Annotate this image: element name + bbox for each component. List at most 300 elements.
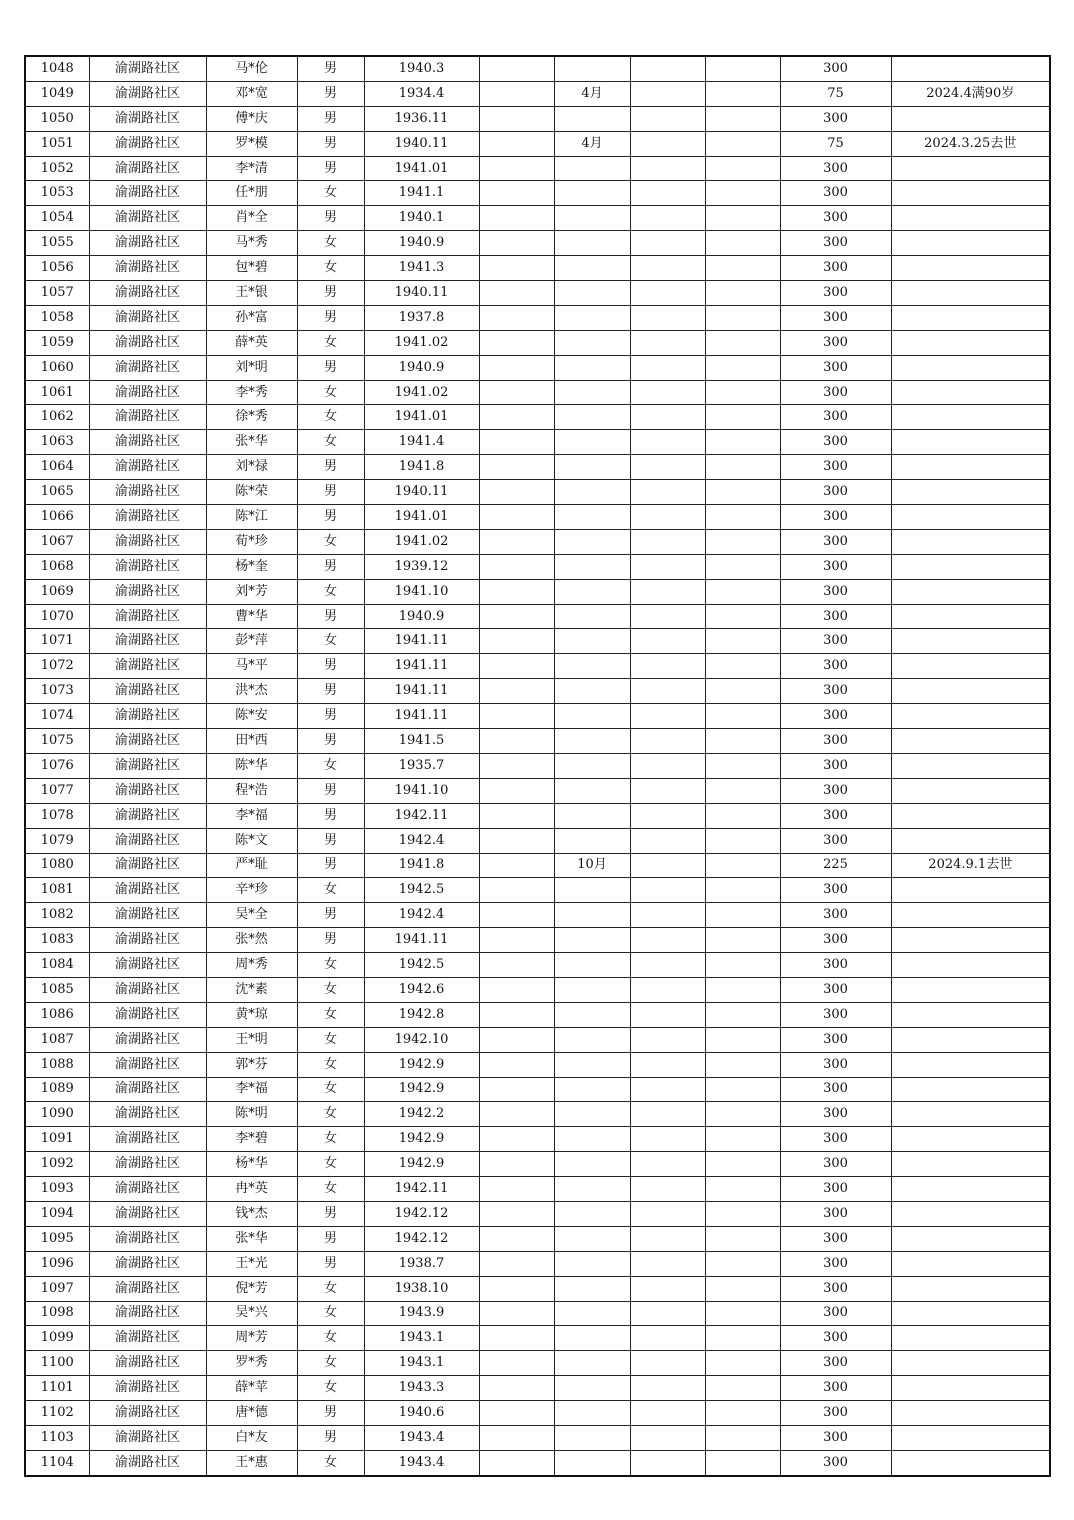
table-row xyxy=(25,953,1050,978)
table-row xyxy=(25,704,1050,729)
table-row xyxy=(25,853,1050,878)
blank-col-6-cell xyxy=(479,803,554,828)
table-row xyxy=(25,928,1050,953)
blank-col-9-cell xyxy=(705,1425,780,1450)
amount-cell: 300 xyxy=(780,305,891,330)
blank-col-8-cell xyxy=(630,1376,705,1401)
gender-cell: 男 xyxy=(297,1201,364,1226)
blank-col-6-cell xyxy=(479,1351,554,1376)
amount-cell: 300 xyxy=(780,778,891,803)
name-cell: 李*碧 xyxy=(206,1127,297,1152)
community-cell: 渝湖路社区 xyxy=(89,853,206,878)
serial-number-cell: 1070 xyxy=(25,604,89,629)
remark-cell xyxy=(891,1152,1050,1177)
blank-col-6-cell xyxy=(479,131,554,156)
serial-number-cell: 1085 xyxy=(25,977,89,1002)
birth-date-cell: 1941.02 xyxy=(364,330,479,355)
blank-col-8-cell xyxy=(630,1052,705,1077)
birth-date-cell: 1935.7 xyxy=(364,753,479,778)
serial-number-cell: 1080 xyxy=(25,853,89,878)
month-cell xyxy=(554,753,630,778)
table-row xyxy=(25,1326,1050,1351)
birth-date-cell: 1941.01 xyxy=(364,505,479,530)
gender-cell: 男 xyxy=(297,654,364,679)
remark-cell xyxy=(891,480,1050,505)
remark-cell xyxy=(891,156,1050,181)
serial-number-cell: 1052 xyxy=(25,156,89,181)
gender-cell: 女 xyxy=(297,953,364,978)
gender-cell: 女 xyxy=(297,1276,364,1301)
blank-col-8-cell xyxy=(630,928,705,953)
blank-col-6-cell xyxy=(479,1201,554,1226)
month-cell xyxy=(554,1251,630,1276)
table-row xyxy=(25,156,1050,181)
birth-date-cell: 1941.10 xyxy=(364,778,479,803)
blank-col-9-cell xyxy=(705,1401,780,1426)
blank-col-6-cell xyxy=(479,505,554,530)
serial-number-cell: 1083 xyxy=(25,928,89,953)
table-row xyxy=(25,81,1050,106)
blank-col-6-cell xyxy=(479,1276,554,1301)
community-cell: 渝湖路社区 xyxy=(89,1351,206,1376)
community-cell: 渝湖路社区 xyxy=(89,81,206,106)
remark-cell xyxy=(891,1351,1050,1376)
month-cell xyxy=(554,1077,630,1102)
name-cell: 杨*华 xyxy=(206,1152,297,1177)
month-cell xyxy=(554,604,630,629)
blank-col-6-cell xyxy=(479,1052,554,1077)
serial-number-cell: 1089 xyxy=(25,1077,89,1102)
name-cell: 李*秀 xyxy=(206,380,297,405)
community-cell: 渝湖路社区 xyxy=(89,256,206,281)
community-cell: 渝湖路社区 xyxy=(89,305,206,330)
blank-col-8-cell xyxy=(630,953,705,978)
community-cell: 渝湖路社区 xyxy=(89,928,206,953)
blank-col-8-cell xyxy=(630,81,705,106)
serial-number-cell: 1079 xyxy=(25,828,89,853)
remark-cell xyxy=(891,1326,1050,1351)
blank-col-6-cell xyxy=(479,903,554,928)
gender-cell: 女 xyxy=(297,380,364,405)
remark-cell xyxy=(891,56,1050,81)
gender-cell: 女 xyxy=(297,1351,364,1376)
blank-col-8-cell xyxy=(630,1276,705,1301)
gender-cell: 女 xyxy=(297,629,364,654)
blank-col-8-cell xyxy=(630,455,705,480)
serial-number-cell: 1094 xyxy=(25,1201,89,1226)
table-row xyxy=(25,529,1050,554)
blank-col-8-cell xyxy=(630,1002,705,1027)
amount-cell: 300 xyxy=(780,56,891,81)
remark-cell xyxy=(891,1450,1050,1475)
amount-cell: 300 xyxy=(780,1077,891,1102)
community-cell: 渝湖路社区 xyxy=(89,1077,206,1102)
month-cell xyxy=(554,380,630,405)
serial-number-cell: 1093 xyxy=(25,1177,89,1202)
gender-cell: 女 xyxy=(297,1127,364,1152)
name-cell: 任*朋 xyxy=(206,181,297,206)
gender-cell: 男 xyxy=(297,505,364,530)
gender-cell: 女 xyxy=(297,231,364,256)
blank-col-9-cell xyxy=(705,853,780,878)
remark-cell xyxy=(891,679,1050,704)
community-cell: 渝湖路社区 xyxy=(89,654,206,679)
serial-number-cell: 1069 xyxy=(25,579,89,604)
gender-cell: 男 xyxy=(297,679,364,704)
blank-col-6-cell xyxy=(479,156,554,181)
community-cell: 渝湖路社区 xyxy=(89,181,206,206)
month-cell xyxy=(554,1376,630,1401)
table-row xyxy=(25,554,1050,579)
birth-date-cell: 1941.11 xyxy=(364,654,479,679)
month-cell xyxy=(554,1052,630,1077)
blank-col-6-cell xyxy=(479,1077,554,1102)
gender-cell: 女 xyxy=(297,1326,364,1351)
blank-col-8-cell xyxy=(630,480,705,505)
birth-date-cell: 1940.9 xyxy=(364,355,479,380)
blank-col-8-cell xyxy=(630,181,705,206)
amount-cell: 225 xyxy=(780,853,891,878)
name-cell: 白*友 xyxy=(206,1425,297,1450)
blank-col-8-cell xyxy=(630,56,705,81)
birth-date-cell: 1938.10 xyxy=(364,1276,479,1301)
blank-col-8-cell xyxy=(630,206,705,231)
table-row xyxy=(25,1376,1050,1401)
blank-col-6-cell xyxy=(479,330,554,355)
table-row xyxy=(25,1201,1050,1226)
community-cell: 渝湖路社区 xyxy=(89,828,206,853)
blank-col-9-cell xyxy=(705,1351,780,1376)
name-cell: 傅*庆 xyxy=(206,106,297,131)
blank-col-8-cell xyxy=(630,803,705,828)
blank-col-9-cell xyxy=(705,554,780,579)
amount-cell: 300 xyxy=(780,256,891,281)
community-cell: 渝湖路社区 xyxy=(89,1401,206,1426)
blank-col-9-cell xyxy=(705,629,780,654)
blank-col-8-cell xyxy=(630,1102,705,1127)
community-cell: 渝湖路社区 xyxy=(89,679,206,704)
blank-col-9-cell xyxy=(705,828,780,853)
amount-cell: 300 xyxy=(780,1276,891,1301)
month-cell xyxy=(554,729,630,754)
blank-col-8-cell xyxy=(630,977,705,1002)
blank-col-6-cell xyxy=(479,231,554,256)
table-row xyxy=(25,505,1050,530)
blank-col-8-cell xyxy=(630,231,705,256)
gender-cell: 女 xyxy=(297,878,364,903)
birth-date-cell: 1940.6 xyxy=(364,1401,479,1426)
birth-date-cell: 1938.7 xyxy=(364,1251,479,1276)
serial-number-cell: 1086 xyxy=(25,1002,89,1027)
blank-col-8-cell xyxy=(630,629,705,654)
birth-date-cell: 1940.3 xyxy=(364,56,479,81)
gender-cell: 女 xyxy=(297,330,364,355)
table-row xyxy=(25,1351,1050,1376)
gender-cell: 男 xyxy=(297,853,364,878)
serial-number-cell: 1050 xyxy=(25,106,89,131)
gender-cell: 女 xyxy=(297,1102,364,1127)
community-cell: 渝湖路社区 xyxy=(89,56,206,81)
community-cell: 渝湖路社区 xyxy=(89,505,206,530)
name-cell: 程*浩 xyxy=(206,778,297,803)
blank-col-6-cell xyxy=(479,206,554,231)
community-cell: 渝湖路社区 xyxy=(89,1027,206,1052)
blank-col-9-cell xyxy=(705,654,780,679)
blank-col-6-cell xyxy=(479,729,554,754)
amount-cell: 300 xyxy=(780,828,891,853)
amount-cell: 300 xyxy=(780,953,891,978)
gender-cell: 男 xyxy=(297,455,364,480)
blank-col-8-cell xyxy=(630,505,705,530)
name-cell: 陈*华 xyxy=(206,753,297,778)
remark-cell xyxy=(891,803,1050,828)
blank-col-9-cell xyxy=(705,56,780,81)
table-row xyxy=(25,131,1050,156)
blank-col-6-cell xyxy=(479,181,554,206)
blank-col-6-cell xyxy=(479,953,554,978)
remark-cell xyxy=(891,181,1050,206)
serial-number-cell: 1082 xyxy=(25,903,89,928)
blank-col-6-cell xyxy=(479,654,554,679)
month-cell xyxy=(554,828,630,853)
community-cell: 渝湖路社区 xyxy=(89,729,206,754)
table-row xyxy=(25,579,1050,604)
birth-date-cell: 1942.9 xyxy=(364,1052,479,1077)
birth-date-cell: 1941.10 xyxy=(364,579,479,604)
blank-col-9-cell xyxy=(705,1376,780,1401)
amount-cell: 75 xyxy=(780,81,891,106)
birth-date-cell: 1940.1 xyxy=(364,206,479,231)
gender-cell: 男 xyxy=(297,81,364,106)
name-cell: 刘*禄 xyxy=(206,455,297,480)
community-cell: 渝湖路社区 xyxy=(89,1052,206,1077)
month-cell xyxy=(554,1326,630,1351)
blank-col-6-cell xyxy=(479,928,554,953)
blank-col-9-cell xyxy=(705,131,780,156)
serial-number-cell: 1091 xyxy=(25,1127,89,1152)
gender-cell: 男 xyxy=(297,106,364,131)
remark-cell xyxy=(891,977,1050,1002)
table-row xyxy=(25,1276,1050,1301)
blank-col-6-cell xyxy=(479,704,554,729)
birth-date-cell: 1940.9 xyxy=(364,604,479,629)
table-row xyxy=(25,256,1050,281)
birth-date-cell: 1940.11 xyxy=(364,131,479,156)
serial-number-cell: 1101 xyxy=(25,1376,89,1401)
month-cell xyxy=(554,1102,630,1127)
amount-cell: 300 xyxy=(780,330,891,355)
table-row xyxy=(25,380,1050,405)
month-cell xyxy=(554,355,630,380)
gender-cell: 男 xyxy=(297,131,364,156)
birth-date-cell: 1942.12 xyxy=(364,1226,479,1251)
blank-col-8-cell xyxy=(630,529,705,554)
serial-number-cell: 1071 xyxy=(25,629,89,654)
name-cell: 洪*杰 xyxy=(206,679,297,704)
serial-number-cell: 1049 xyxy=(25,81,89,106)
amount-cell: 300 xyxy=(780,106,891,131)
name-cell: 周*芳 xyxy=(206,1326,297,1351)
blank-col-9-cell xyxy=(705,405,780,430)
table-row xyxy=(25,1102,1050,1127)
blank-col-9-cell xyxy=(705,529,780,554)
blank-col-9-cell xyxy=(705,305,780,330)
blank-col-9-cell xyxy=(705,604,780,629)
month-cell xyxy=(554,256,630,281)
table-row xyxy=(25,878,1050,903)
amount-cell: 300 xyxy=(780,729,891,754)
blank-col-8-cell xyxy=(630,1251,705,1276)
blank-col-6-cell xyxy=(479,256,554,281)
blank-col-8-cell xyxy=(630,1077,705,1102)
amount-cell: 300 xyxy=(780,206,891,231)
community-cell: 渝湖路社区 xyxy=(89,1326,206,1351)
blank-col-8-cell xyxy=(630,1201,705,1226)
community-cell: 渝湖路社区 xyxy=(89,554,206,579)
name-cell: 刘*芳 xyxy=(206,579,297,604)
community-cell: 渝湖路社区 xyxy=(89,1276,206,1301)
gender-cell: 男 xyxy=(297,554,364,579)
serial-number-cell: 1104 xyxy=(25,1450,89,1475)
month-cell xyxy=(554,953,630,978)
name-cell: 陈*江 xyxy=(206,505,297,530)
remark-cell xyxy=(891,554,1050,579)
blank-col-9-cell xyxy=(705,1152,780,1177)
table-row xyxy=(25,1127,1050,1152)
remark-cell xyxy=(891,355,1050,380)
remark-cell xyxy=(891,305,1050,330)
blank-col-9-cell xyxy=(705,977,780,1002)
serial-number-cell: 1090 xyxy=(25,1102,89,1127)
birth-date-cell: 1943.9 xyxy=(364,1301,479,1326)
community-cell: 渝湖路社区 xyxy=(89,405,206,430)
blank-col-8-cell xyxy=(630,156,705,181)
amount-cell: 300 xyxy=(780,1376,891,1401)
month-cell xyxy=(554,480,630,505)
month-cell xyxy=(554,1127,630,1152)
serial-number-cell: 1074 xyxy=(25,704,89,729)
remark-cell xyxy=(891,1077,1050,1102)
serial-number-cell: 1099 xyxy=(25,1326,89,1351)
community-cell: 渝湖路社区 xyxy=(89,579,206,604)
blank-col-9-cell xyxy=(705,181,780,206)
month-cell: 4月 xyxy=(554,81,630,106)
serial-number-cell: 1103 xyxy=(25,1425,89,1450)
table-row xyxy=(25,181,1050,206)
gender-cell: 男 xyxy=(297,156,364,181)
month-cell xyxy=(554,1002,630,1027)
blank-col-6-cell xyxy=(479,455,554,480)
birth-date-cell: 1942.6 xyxy=(364,977,479,1002)
gender-cell: 女 xyxy=(297,1301,364,1326)
name-cell: 王*惠 xyxy=(206,1450,297,1475)
serial-number-cell: 1066 xyxy=(25,505,89,530)
amount-cell: 300 xyxy=(780,604,891,629)
serial-number-cell: 1102 xyxy=(25,1401,89,1426)
name-cell: 唐*德 xyxy=(206,1401,297,1426)
month-cell xyxy=(554,1201,630,1226)
amount-cell: 300 xyxy=(780,1127,891,1152)
blank-col-6-cell xyxy=(479,1226,554,1251)
serial-number-cell: 1073 xyxy=(25,679,89,704)
community-cell: 渝湖路社区 xyxy=(89,1226,206,1251)
amount-cell: 300 xyxy=(780,430,891,455)
amount-cell: 300 xyxy=(780,380,891,405)
remark-cell xyxy=(891,878,1050,903)
month-cell xyxy=(554,1276,630,1301)
amount-cell: 300 xyxy=(780,1052,891,1077)
amount-cell: 300 xyxy=(780,231,891,256)
serial-number-cell: 1096 xyxy=(25,1251,89,1276)
blank-col-8-cell xyxy=(630,554,705,579)
amount-cell: 300 xyxy=(780,654,891,679)
gender-cell: 男 xyxy=(297,56,364,81)
remark-cell xyxy=(891,505,1050,530)
month-cell xyxy=(554,1226,630,1251)
name-cell: 田*西 xyxy=(206,729,297,754)
table-row xyxy=(25,1152,1050,1177)
gender-cell: 女 xyxy=(297,529,364,554)
gender-cell: 男 xyxy=(297,803,364,828)
remark-cell xyxy=(891,629,1050,654)
amount-cell: 300 xyxy=(780,554,891,579)
serial-number-cell: 1078 xyxy=(25,803,89,828)
blank-col-8-cell xyxy=(630,1301,705,1326)
community-cell: 渝湖路社区 xyxy=(89,156,206,181)
name-cell: 陈*明 xyxy=(206,1102,297,1127)
blank-col-9-cell xyxy=(705,953,780,978)
community-cell: 渝湖路社区 xyxy=(89,330,206,355)
month-cell xyxy=(554,903,630,928)
gender-cell: 男 xyxy=(297,1425,364,1450)
community-cell: 渝湖路社区 xyxy=(89,1425,206,1450)
gender-cell: 女 xyxy=(297,256,364,281)
remark-cell xyxy=(891,953,1050,978)
table-row xyxy=(25,1077,1050,1102)
table-row xyxy=(25,803,1050,828)
gender-cell: 女 xyxy=(297,405,364,430)
blank-col-6-cell xyxy=(479,853,554,878)
month-cell xyxy=(554,1027,630,1052)
month-cell xyxy=(554,704,630,729)
blank-col-8-cell xyxy=(630,1425,705,1450)
month-cell xyxy=(554,106,630,131)
birth-date-cell: 1941.11 xyxy=(364,679,479,704)
remark-cell xyxy=(891,1002,1050,1027)
remark-cell xyxy=(891,256,1050,281)
table-row xyxy=(25,106,1050,131)
blank-col-9-cell xyxy=(705,281,780,306)
remark-cell xyxy=(891,729,1050,754)
table-row xyxy=(25,56,1050,81)
community-cell: 渝湖路社区 xyxy=(89,803,206,828)
community-cell: 渝湖路社区 xyxy=(89,604,206,629)
table-row xyxy=(25,977,1050,1002)
name-cell: 薛*英 xyxy=(206,330,297,355)
month-cell xyxy=(554,629,630,654)
blank-col-6-cell xyxy=(479,380,554,405)
blank-col-6-cell xyxy=(479,878,554,903)
amount-cell: 300 xyxy=(780,679,891,704)
name-cell: 包*碧 xyxy=(206,256,297,281)
name-cell: 李*清 xyxy=(206,156,297,181)
blank-col-8-cell xyxy=(630,430,705,455)
community-cell: 渝湖路社区 xyxy=(89,529,206,554)
birth-date-cell: 1942.10 xyxy=(364,1027,479,1052)
roster-table-body xyxy=(25,56,1050,1476)
birth-date-cell: 1942.11 xyxy=(364,1177,479,1202)
remark-cell xyxy=(891,1127,1050,1152)
